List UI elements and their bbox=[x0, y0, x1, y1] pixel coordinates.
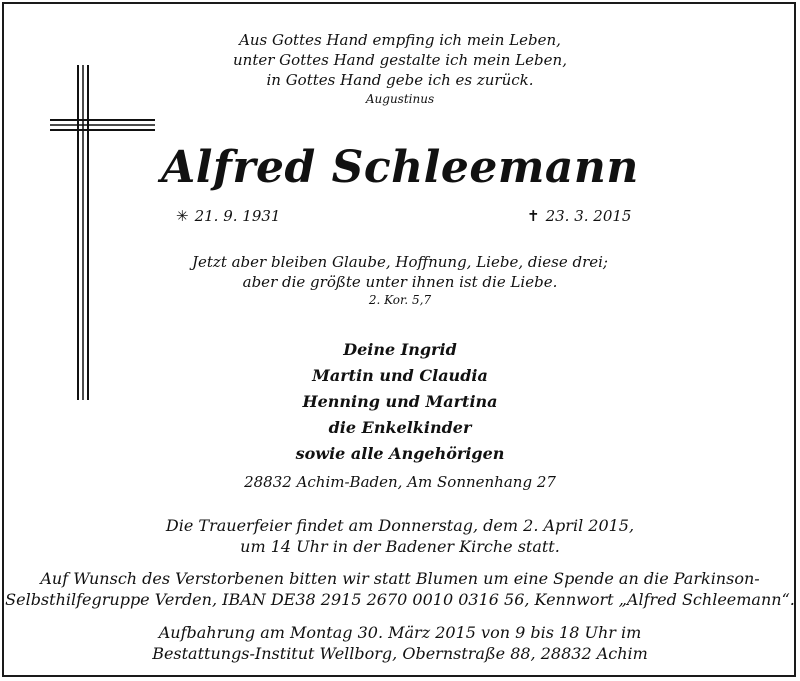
family-address: 28832 Achim-Baden, Am Sonnenhang 27 bbox=[244, 473, 556, 491]
mourner-line: die Enkelkinder bbox=[328, 418, 472, 437]
donation-line-1: Auf Wunsch des Verstorbenen bitten wir statt Blumen um eine Spende an die Parkinson- bbox=[40, 569, 760, 588]
donation-line-2: Selbsthilfegruppe Verden, IBAN DE38 2915 2670 0010 0316 56, Kennwort „Alfred Schleemann“. bbox=[5, 590, 795, 609]
birth-date-value: 21. 9. 1931 bbox=[194, 207, 281, 225]
asterisk-icon: ✳ bbox=[176, 207, 189, 225]
poem-line-2: unter Gottes Hand gestalte ich mein Leben, bbox=[233, 51, 567, 69]
poem-line-1: Aus Gottes Hand empfing ich mein Leben, bbox=[239, 31, 561, 49]
funeral-line-1: Die Trauerfeier findet am Donnerstag, dem 2. April 2015, bbox=[165, 516, 635, 535]
cross-icon: ✝ bbox=[527, 207, 540, 225]
funeral-line-2: um 14 Uhr in der Badener Kirche statt. bbox=[240, 537, 560, 556]
death-date bbox=[527, 206, 631, 226]
viewing-line-1: Aufbahrung am Montag 30. März 2015 von 9 bis 18 Uhr im bbox=[158, 623, 642, 642]
death-date-value: 23. 3. 2015 bbox=[545, 207, 632, 225]
mourner-line: Deine Ingrid bbox=[343, 340, 457, 359]
deceased-name: Alfred Schleemann bbox=[161, 142, 639, 193]
poem-author: Augustinus bbox=[365, 92, 435, 106]
mourner-line: Martin und Claudia bbox=[312, 366, 488, 385]
birth-date bbox=[176, 206, 280, 226]
mourner-line: sowie alle Angehörigen bbox=[295, 444, 505, 463]
verse-line-1: Jetzt aber bleiben Glaube, Hoffnung, Liebe, diese drei; bbox=[192, 253, 608, 271]
verse-reference: 2. Kor. 5,7 bbox=[368, 293, 432, 307]
verse-line-2: aber die größte unter ihnen ist die Liebe. bbox=[242, 273, 558, 291]
mourner-line: Henning und Martina bbox=[302, 392, 498, 411]
viewing-line-2: Bestattungs-Institut Wellborg, Obernstraße 88, 28832 Achim bbox=[152, 644, 648, 663]
poem-line-3: in Gottes Hand gebe ich es zurück. bbox=[266, 71, 534, 89]
